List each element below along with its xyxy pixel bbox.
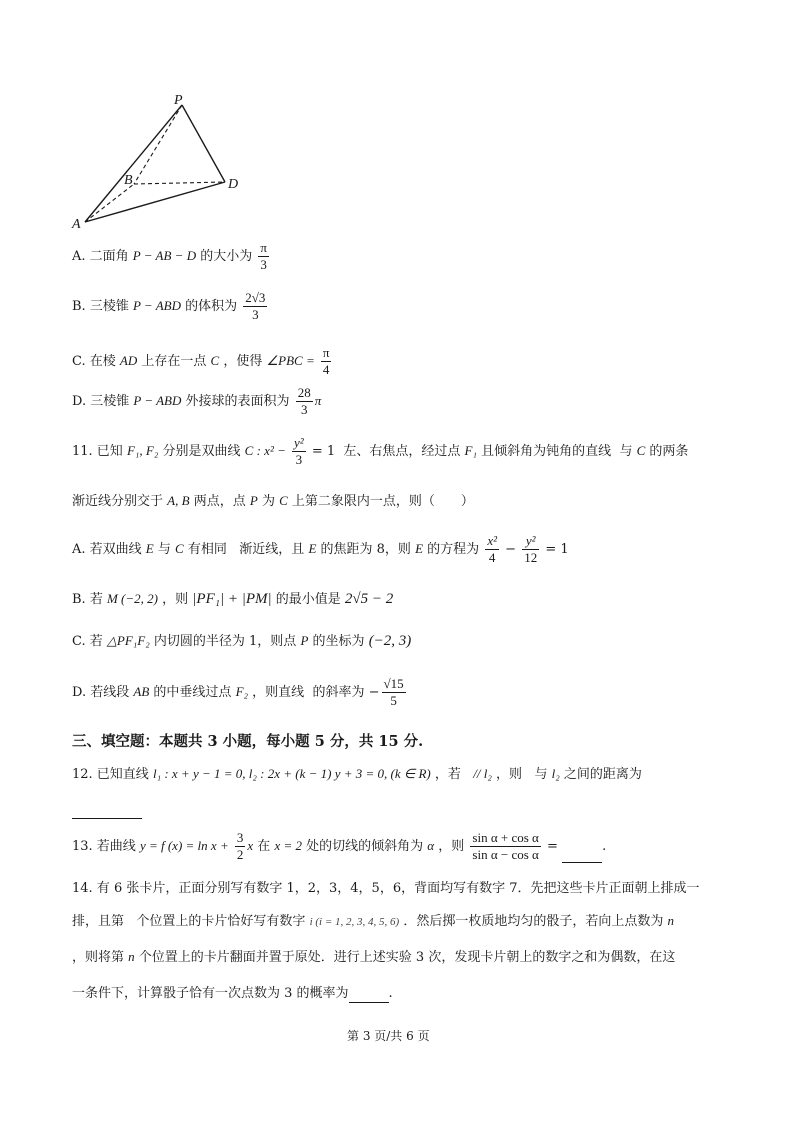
q14-line4 [72,985,393,1003]
math: AD [119,353,138,368]
numerator: 2√3 [245,290,266,305]
label-a: A [72,217,81,230]
text: 渐近线分别交于 [72,494,164,509]
q13-line [72,830,606,863]
math: C [175,541,184,556]
text: D. 三棱锥 [72,394,130,409]
math: = [547,839,558,854]
numerator: x² [487,533,497,548]
q11-option-b [72,590,393,609]
denominator: 3 [295,452,303,467]
math: |PF₁| + |PM| [192,591,272,607]
q14-line3 [72,948,675,967]
math: π [314,393,322,408]
text: C. 在棱 [72,354,116,369]
math: E [415,541,424,556]
math: // l₂ [473,766,492,781]
q12-answer-blank[interactable] [72,818,142,819]
fraction [522,533,539,566]
math: n [667,913,674,928]
text: B. 若 [72,592,103,607]
q13-answer-blank[interactable] [562,848,602,863]
fraction [296,385,313,418]
text: 有相同 [187,542,227,557]
text: . [602,839,607,854]
math: C : x² − [244,443,286,458]
text: ．然后掷一枚质地均匀的骰子，若向上点数为 [403,914,664,929]
denominator: 3 [300,402,308,417]
denominator: 12 [524,550,538,565]
math: n [128,949,135,964]
text: 与 [534,767,548,782]
q10-option-d [72,385,321,418]
text: 外接球的表面积为 [185,394,290,409]
edge-bd [134,182,225,184]
edge-pd [182,105,225,182]
text: 的方程为 [427,542,480,557]
text: 左、右焦点，经过点 [343,444,461,459]
text: 分别是双曲线 [162,444,241,459]
math: 2√5 − 2 [344,591,394,607]
math: E [145,541,154,556]
q14-line1: 14. 有 6 张卡片，正面分别写有数字 1，2，3，4，5，6，背面均写有数字 7．先把这些卡片正面朝上排成一 [72,881,700,896]
math: P − ABD [133,393,182,408]
math: E [308,541,317,556]
text: 的坐标为 [312,634,365,649]
text: 排，且第 [72,914,125,929]
math: C [636,443,646,458]
text: 的最小值是 [275,592,341,607]
math: α [427,838,435,853]
text: 个位置上的卡片恰好写有数字 [136,914,306,929]
q14-line2 [72,912,674,931]
text: 13. 若曲线 [72,839,136,854]
math: x = 2 [274,838,302,853]
text: 之间的距离为 [563,767,642,782]
text: 上存在一点 [141,354,207,369]
denominator: 4 [488,550,496,565]
fraction [321,345,332,378]
numerator: 3 [236,830,244,845]
text: ，使得 [223,354,263,369]
numerator: 28 [297,385,311,400]
math: P [249,493,258,508]
label-d: D [228,177,239,192]
text: A. 二面角 [72,249,129,264]
q14-answer-blank[interactable] [349,988,389,1003]
math: P − ABD [132,298,181,313]
q11-line1 [72,435,688,468]
text: ，则直线 [252,685,305,700]
text: 的焦距为 8，则 [320,542,411,557]
denominator: 5 [390,693,397,708]
text: ，则 [438,839,465,854]
denominator: 2 [236,847,244,862]
text: C. 若 [72,634,103,649]
q10-option-a [72,240,271,273]
text: 12. 已知直线 [72,767,149,782]
text: 的中垂线过点 [153,685,232,700]
edge-pb [134,105,182,184]
text: . [388,986,393,1001]
numerator: √15 [383,676,404,691]
text: 的大小为 [200,249,253,264]
math: y = f (x) = ln x + [139,838,229,853]
q10-option-c [72,345,333,378]
text: ，则 [162,592,189,607]
math: P − AB − D [132,248,197,263]
text: ，若 [434,767,461,782]
text: 的斜率为 [312,685,365,700]
text: 且倾斜角为钝角的直线 [481,444,612,459]
math: C [279,493,288,508]
math: (−2, 3) [368,633,412,649]
math: − [505,542,517,557]
text: 一条件下，计算骰子恰有一次点数为 3 的概率为 [72,986,349,1001]
math: − [368,685,380,700]
numerator: sin α + cos α [472,830,539,845]
math: AB [133,684,150,699]
numerator: y² [522,533,539,550]
text: 的体积为 [185,299,238,314]
numerator: y² [294,435,304,450]
q11-option-d [72,676,408,709]
math: M (−2, 2) [106,591,158,606]
section-heading: 三、填空题：本题共 3 小题，每小题 5 分，共 15 分. [72,733,424,750]
text: 上第二象限内一点，则（ ） [291,494,474,509]
edge-pa [85,105,182,222]
text: 个位置上的卡片翻面并置于原处．进行上述实验 3 次，发现卡片朝上的数字之和为偶数，在这 [138,950,676,965]
fraction [470,830,540,863]
edge-ab [85,184,134,222]
fraction [258,240,269,273]
math: F₂ [235,684,249,699]
text: A. 若双曲线 [72,542,142,557]
q11-option-c [72,632,411,651]
math: C [210,353,220,368]
denominator: 3 [252,307,259,322]
denominator: 4 [322,362,330,377]
text: B. 三棱锥 [72,299,129,314]
text: 内切圆的半径为 1，则点 [153,634,297,649]
math: = 1 [545,542,569,557]
text: 的两条 [649,444,689,459]
math: = 1 [311,444,336,459]
math: x [247,838,254,853]
text: 为 [261,494,275,509]
math: i (i = 1, 2, 3, 4, 5, 6) [309,916,400,928]
label-b: B [124,173,133,188]
math: F₁, F₂ [126,443,159,458]
edge-ad [85,182,225,222]
q11-line2 [72,492,474,511]
text: 渐近线，且 [239,542,305,557]
numerator: π [322,345,330,360]
math: P [300,633,309,648]
math: ∠PBC = [266,353,315,368]
text: 在 [257,839,271,854]
text: ，则将第 [72,950,125,965]
fraction [292,435,306,468]
fraction [235,830,246,863]
numerator: π [260,240,267,255]
text: 两点，点 [193,494,246,509]
denominator: 3 [260,257,267,272]
math: A, B [167,493,190,508]
text: D. 若线段 [72,685,130,700]
math: F₁ [464,443,478,458]
pyramid-figure [70,90,250,230]
math: △PF₁F₂ [106,633,150,648]
text: 处的切线的倾斜角为 [306,839,424,854]
page-footer: 第 3 页/共 6 页 [347,1029,430,1043]
text: 与 [157,542,171,557]
text: 与 [619,444,633,459]
denominator: sin α − cos α [472,847,539,862]
text: 11. 已知 [72,444,123,459]
q11-option-a [72,533,569,566]
q12-line [72,765,642,784]
math: l₂ [551,766,560,781]
label-p: P [174,93,183,108]
fraction [382,676,406,709]
q10-option-b [72,290,269,323]
fraction [243,290,267,323]
math: l₁ : x + y − 1 = 0, l₂ : 2x + (k − 1) y + 3 = 0, (k ∈ R) [152,766,431,781]
text: ，则 [496,767,523,782]
fraction [485,533,499,566]
